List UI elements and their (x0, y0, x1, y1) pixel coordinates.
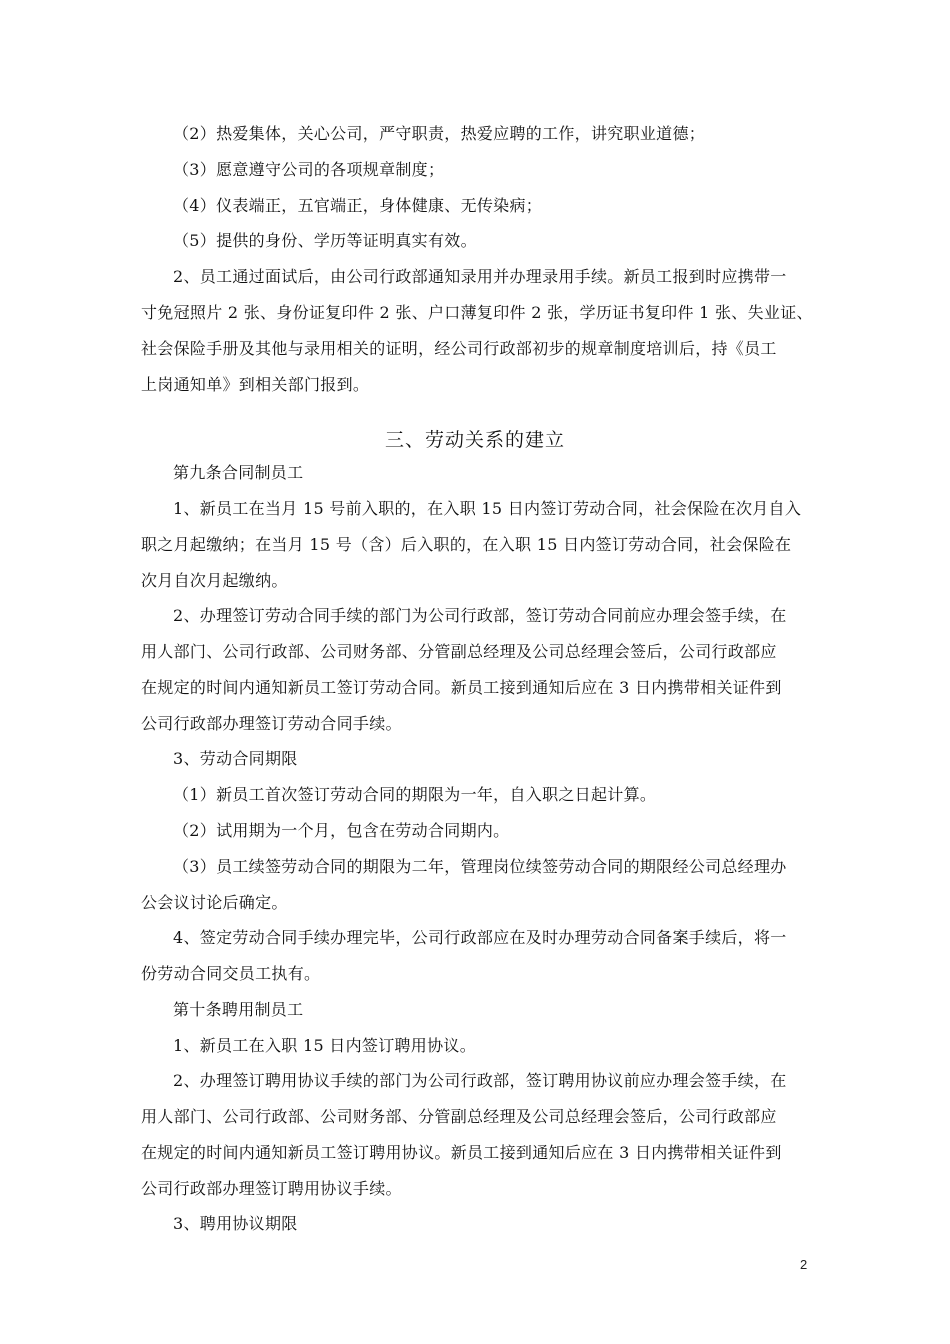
section-heading: 三、劳动关系的建立 (384, 429, 565, 451)
paragraph-line: 3、劳动合同期限 (173, 749, 298, 768)
paragraph-line: 次月自次月起缴纳。 (141, 571, 288, 590)
paragraph-line: 4、签定劳动合同手续办理完毕，公司行政部应在及时办理劳动合同备案手续后，将一 (173, 928, 787, 947)
list-item-3: （3）愿意遵守公司的各项规章制度； (173, 160, 445, 179)
paragraph-line: 公会议讨论后确定。 (141, 893, 288, 912)
paragraph-line: 2、办理签订劳动合同手续的部门为公司行政部，签订劳动合同前应办理会签手续，在 (173, 606, 787, 625)
paragraph-line: 份劳动合同交员工执有。 (141, 964, 321, 983)
paragraph-line: 用人部门、公司行政部、公司财务部、分管副总经理及公司总经理会签后，公司行政部应 (141, 1107, 777, 1126)
paragraph-line: 公司行政部办理签订聘用协议手续。 (141, 1179, 402, 1198)
paragraph-line: 1、新员工在当月 15 号前入职的，在入职 15 日内签订劳动合同，社会保险在次月自入 (173, 499, 802, 518)
list-item-2: （2）试用期为一个月，包含在劳动合同期内。 (173, 821, 510, 840)
paragraph-line: 1、新员工在入职 15 日内签订聘用协议。 (173, 1036, 477, 1055)
page-number: 2 (800, 1257, 808, 1272)
paragraph-line: 上岗通知单》到相关部门报到。 (141, 375, 370, 394)
paragraph-line: 公司行政部办理签订劳动合同手续。 (141, 714, 402, 733)
paragraph-line: 寸免冠照片 2 张、身份证复印件 2 张、户口薄复印件 2 张，学历证书复印件 1 张、失业证、 (141, 303, 813, 322)
list-item-1: （1）新员工首次签订劳动合同的期限为一年，自入职之日起计算。 (173, 785, 657, 804)
list-item-5: （5）提供的身份、学历等证明真实有效。 (173, 231, 477, 250)
paragraph-line: 3、聘用协议期限 (173, 1214, 298, 1233)
list-item-2: （2）热爱集体，关心公司，严守职责，热爱应聘的工作，讲究职业道德； (173, 124, 706, 143)
paragraph-line: 2、员工通过面试后，由公司行政部通知录用并办理录用手续。新员工报到时应携带一 (173, 267, 787, 286)
paragraph-line: 用人部门、公司行政部、公司财务部、分管副总经理及公司总经理会签后，公司行政部应 (141, 642, 777, 661)
paragraph-line: 在规定的时间内通知新员工签订劳动合同。新员工接到通知后应在 3 日内携带相关证件到 (141, 678, 782, 697)
article-title: 第九条合同制员工 (173, 463, 304, 482)
paragraph-line: 在规定的时间内通知新员工签订聘用协议。新员工接到通知后应在 3 日内携带相关证件到 (141, 1143, 782, 1162)
paragraph-line: 社会保险手册及其他与录用相关的证明，经公司行政部初步的规章制度培训后，持《员工 (141, 339, 777, 358)
paragraph-line: 职之月起缴纳；在当月 15 号（含）后入职的，在入职 15 日内签订劳动合同，社会保险在 (141, 535, 792, 554)
article-title: 第十条聘用制员工 (173, 1000, 304, 1019)
paragraph-line: 2、办理签订聘用协议手续的部门为公司行政部，签订聘用协议前应办理会签手续，在 (173, 1071, 787, 1090)
list-item-4: （4）仪表端正，五官端正，身体健康、无传染病； (173, 196, 543, 215)
list-item-3: （3）员工续签劳动合同的期限为二年，管理岗位续签劳动合同的期限经公司总经理办 (173, 857, 787, 876)
